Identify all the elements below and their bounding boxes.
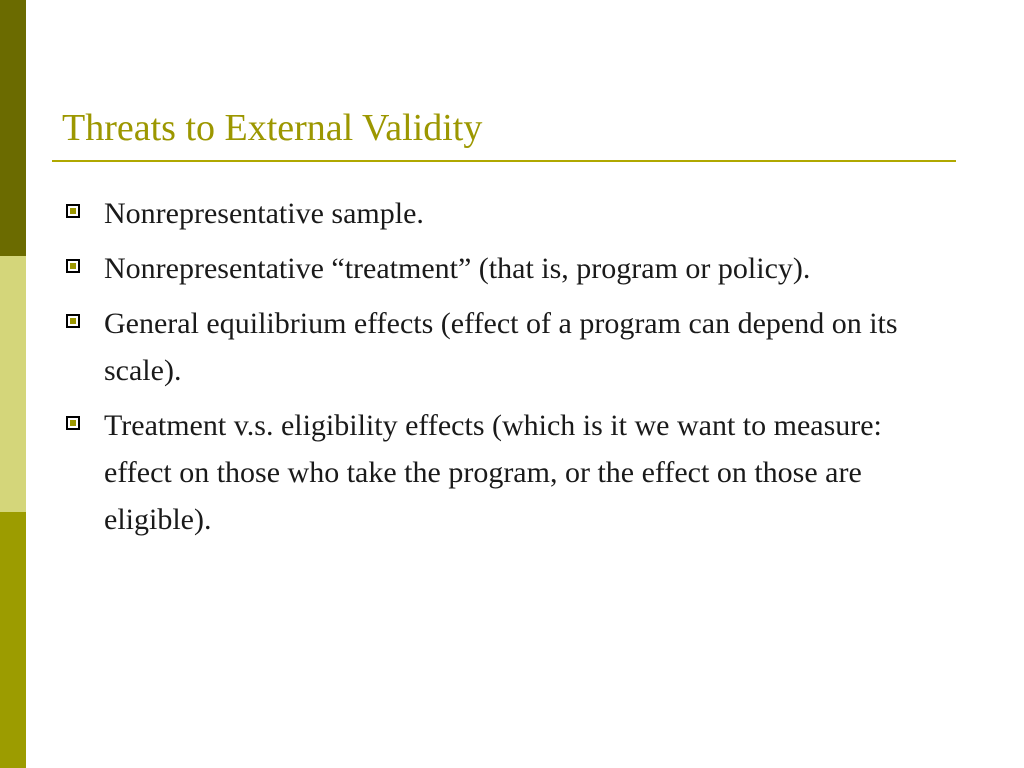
bullet-item (62, 190, 952, 237)
square-bullet-icon (66, 204, 80, 218)
bullet-item (62, 402, 952, 543)
bullet-text: General equilibrium effects (effect of a program can depend on its scale). (104, 307, 898, 387)
square-bullet-icon (66, 259, 80, 273)
bullet-item (62, 300, 952, 394)
square-bullet-icon (66, 416, 80, 430)
bullet-item (62, 245, 952, 292)
slide-title: Threats to External Validity (62, 107, 483, 149)
bullet-text: Nonrepresentative “treatment” (that is, program or policy). (104, 252, 811, 285)
side-bar-middle-segment (0, 256, 26, 512)
side-bar-bottom-segment (0, 512, 26, 768)
bullet-list (62, 190, 952, 551)
bullet-text: Nonrepresentative sample. (104, 197, 424, 230)
bullet-text: Treatment v.s. eligibility effects (which is it we want to measure: effect on those who take the program, or the effect on those are eligible). (104, 409, 882, 536)
title-divider (52, 160, 956, 162)
square-bullet-icon (66, 314, 80, 328)
side-bar-top-segment (0, 0, 26, 256)
